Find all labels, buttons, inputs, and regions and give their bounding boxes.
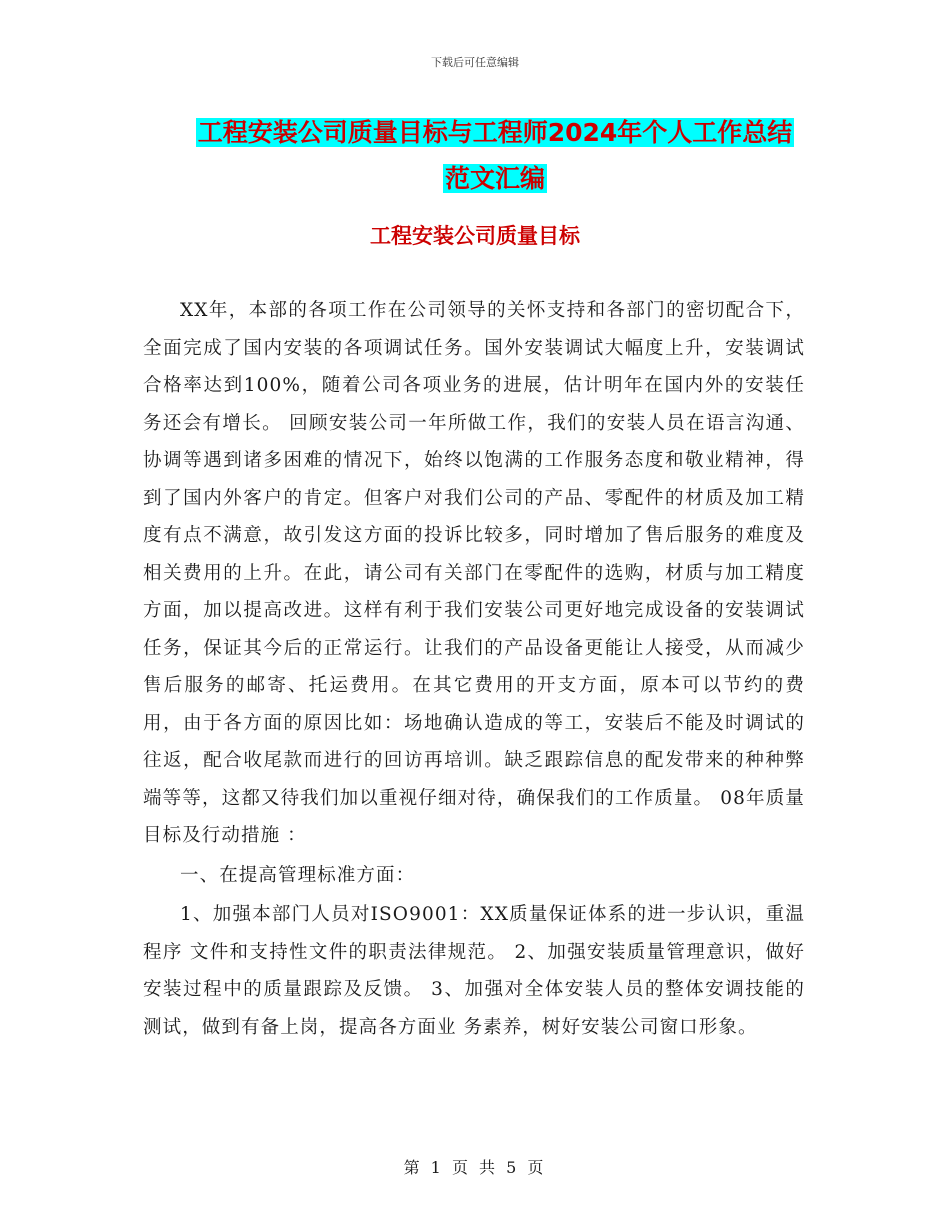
document-title (145, 110, 845, 202)
paragraph-heading: 一、在提高管理标准方面： (180, 864, 416, 886)
document-title-line-2: 范文汇编 (444, 164, 545, 193)
section-title: 工程安装公司质量目标 (370, 224, 580, 248)
header-note: 下载后可任意编辑 (431, 56, 519, 69)
body-text (143, 292, 805, 1046)
document-title-line-1: 工程安装公司质量目标与工程师2024年个人工作总结 (197, 118, 793, 147)
paragraph-intro: XX年，本部的各项工作在公司领导的关怀支持和各部门的密切配合下，全面完成了国内安装的各项调试任务。国外安装调试大幅度上升，安装调试合格率达到100%，随着公司各项业务的进展，估计明年在国内外的安装任务还会有增长。 回顾安装公司一年所做工作，我们的安装人员在语言沟通、协调等遇到诸多困难的情况下，始终以饱满的工作服务态度和敬业精神，得到了国内外客户的肯定。但客户对我们公司的产品、零配件的材质及加工精度有点不满意，故引发这方面的投诉比较多，同时增加了售后服务的难度及相关费用的上升。在此，请公司有关部门在零配件的选购，材质与加工精度方面，加以提高改进。这样有利于我们安装公司更好地完成设备的安装调试任务，保证其今后的正常运行。让我们的产品设备更能让人接受，从而减少售后服务的邮寄、托运费用。在其它费用的开支方面，原本可以节约的费用，由于各方面的原因比如：场地确认造成的等工，安装后不能及时调试的往返，配合收尾款而进行的回访再培训。缺乏跟踪信息的配发带来的种种弊端等等，这都又待我们加以重视仔细对待，确保我们的工作质量。 08年质量目标及行动措施 ： (143, 300, 805, 846)
paragraph-measures: 1、加强本部门人员对ISO9001：XX质量保证体系的进一步认识，重温程序 文件和支持性文件的职责法律规范。 2、加强安装质量管理意识，做好安装过程中的质量跟踪及反馈。 3、加强对全体安装人员的整体安调技能的测试，做到有备上岗，提高各方面业 务素养，树好安装公司窗口形象。 (143, 904, 805, 1038)
page-footer: 第 1 页 共 5 页 (403, 1158, 547, 1177)
